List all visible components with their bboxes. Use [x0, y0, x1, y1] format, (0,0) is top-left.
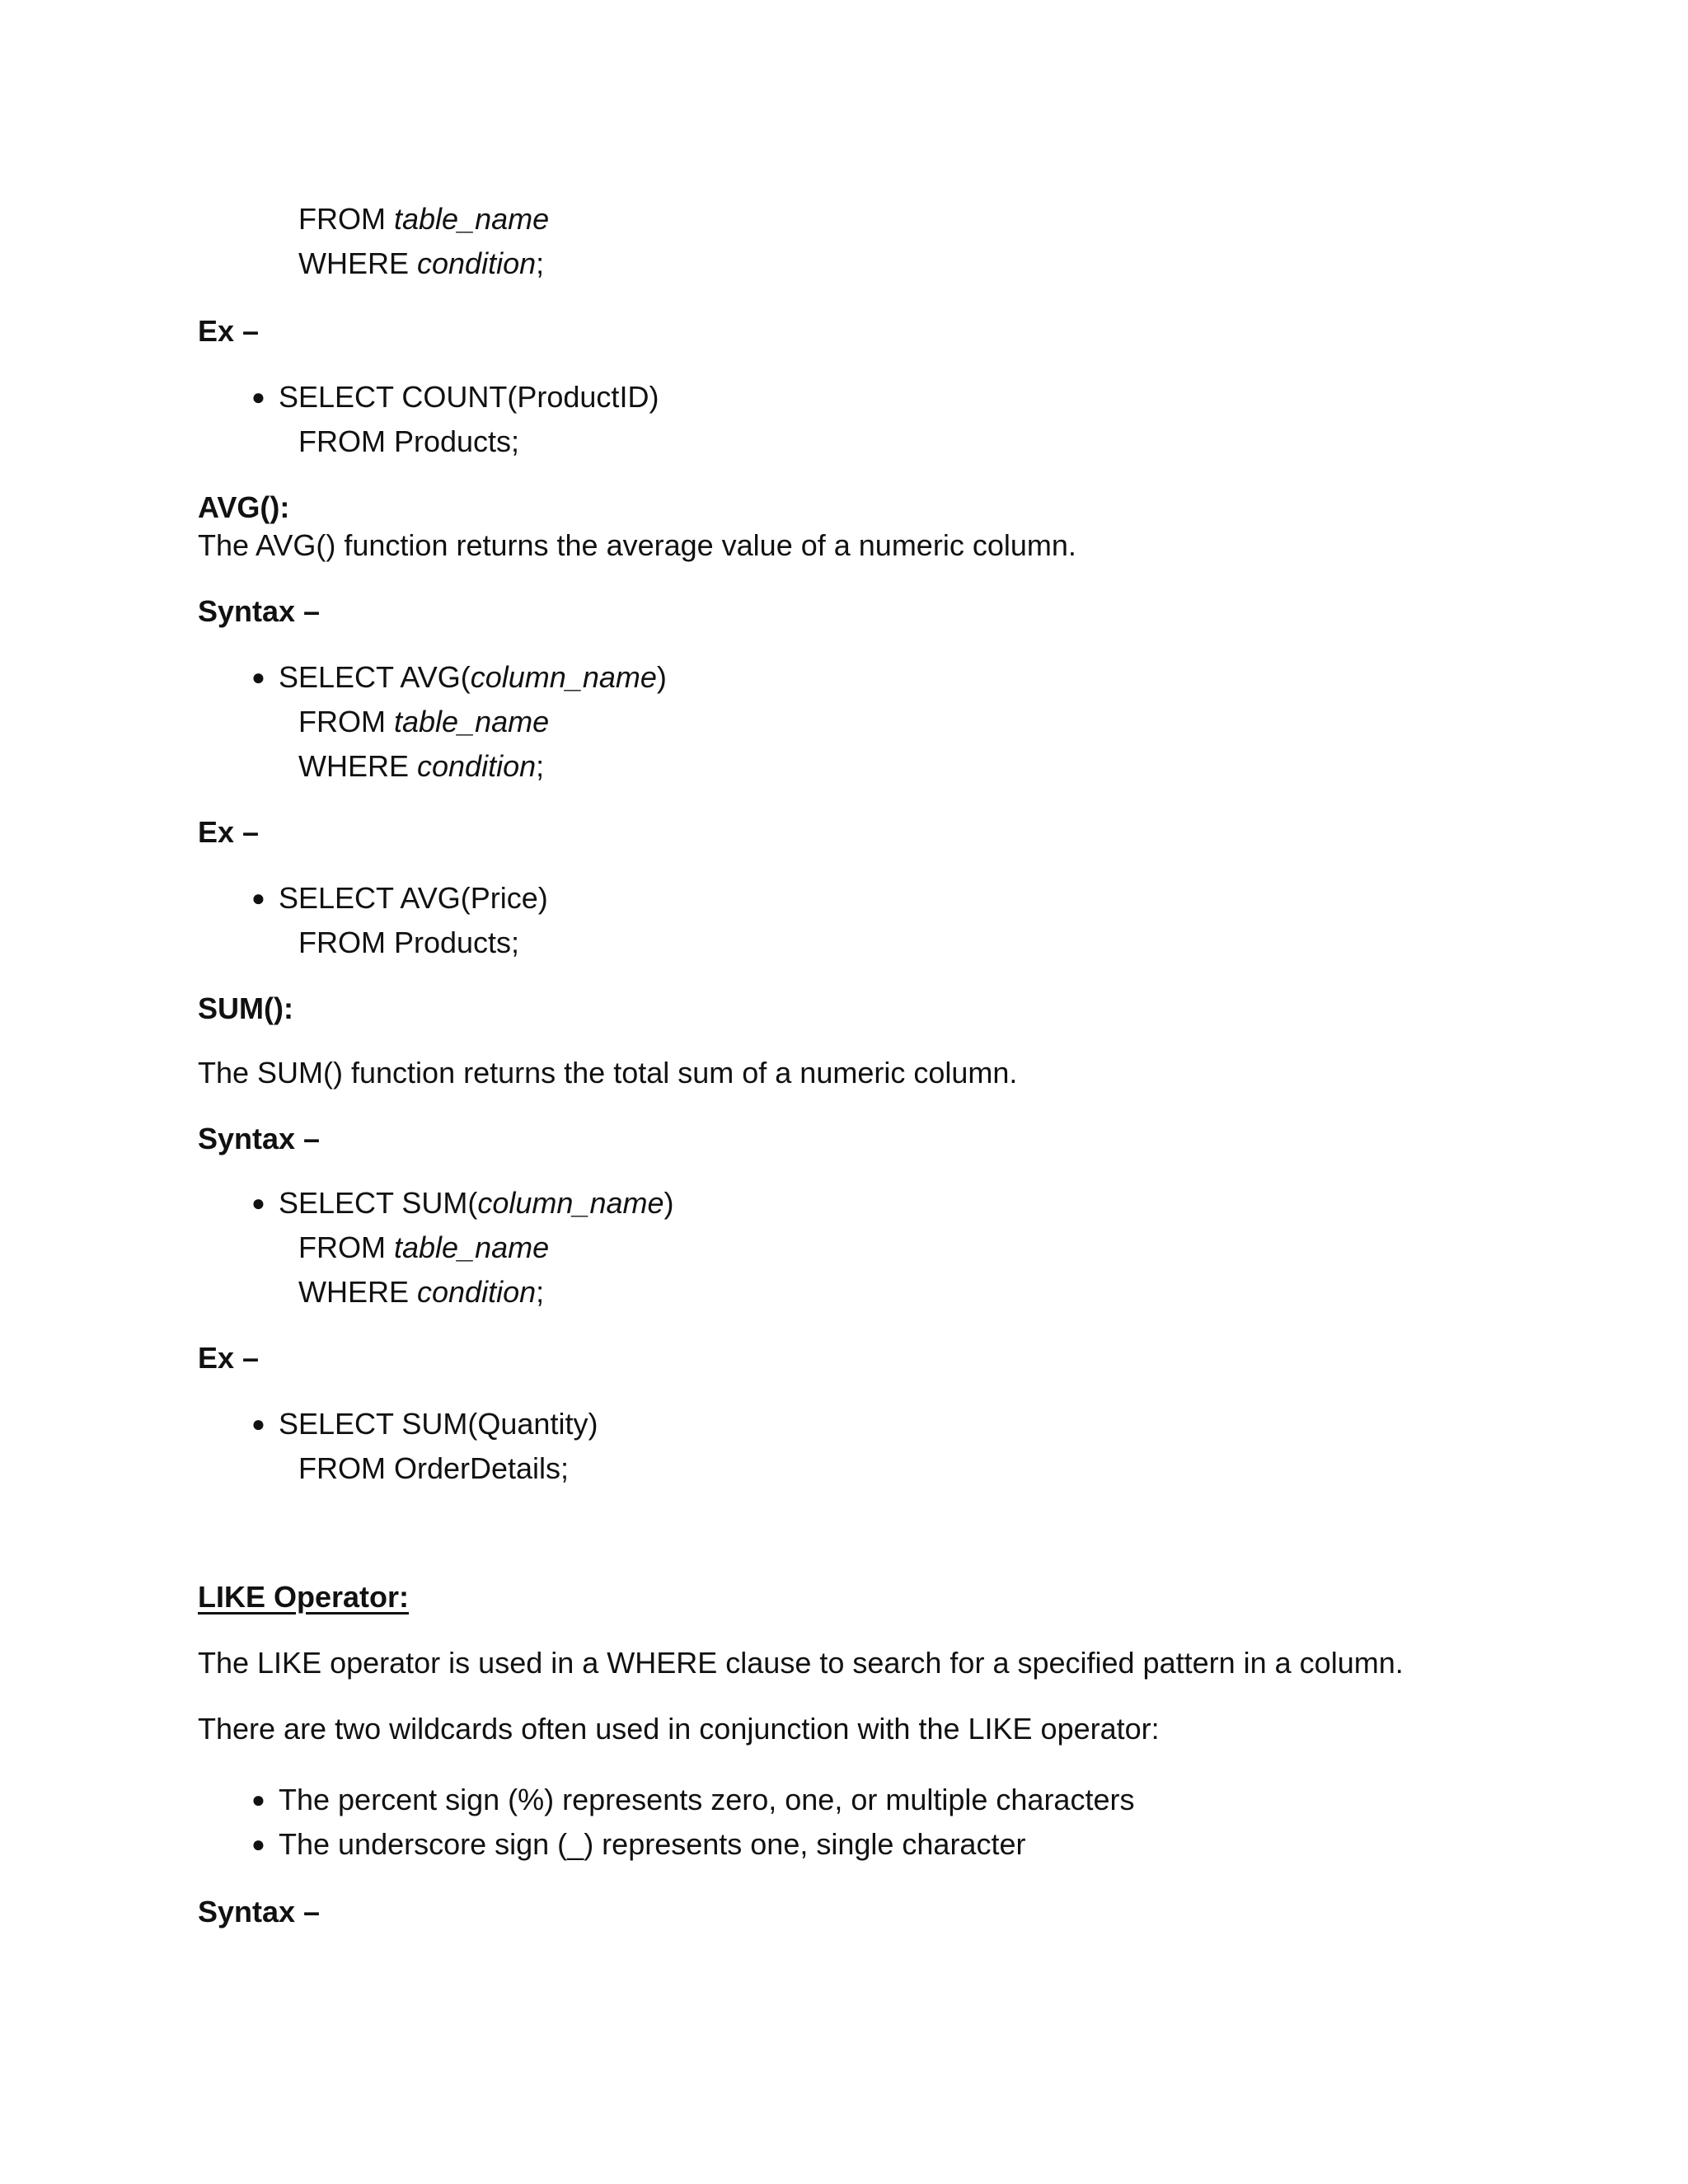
count-example-label: Ex –	[198, 314, 260, 348]
sum-example-line2: FROM OrderDetails;	[298, 1451, 570, 1485]
count-example-line2: FROM Products;	[298, 424, 520, 458]
avg-syntax-select-line: SELECT AVG(column_name)	[279, 660, 667, 694]
like-heading: LIKE Operator:	[198, 1580, 410, 1614]
bullet-icon: ●	[251, 1831, 265, 1857]
sum-syntax-where-line: WHERE condition;	[298, 1275, 545, 1309]
bullet-icon: ●	[251, 885, 265, 911]
bullet-icon: ●	[251, 1787, 265, 1812]
sum-example-line1: SELECT SUM(Quantity)	[279, 1407, 598, 1441]
sum-description: The SUM() function returns the total sum of a numeric column.	[198, 1056, 1018, 1090]
avg-example-line2: FROM Products;	[298, 926, 520, 959]
avg-syntax-from-line: FROM table_name	[298, 705, 550, 738]
bullet-icon: ●	[251, 384, 265, 410]
sum-syntax-select-line: SELECT SUM(column_name)	[279, 1186, 674, 1220]
sum-syntax-from-line: FROM table_name	[298, 1230, 550, 1264]
bullet-icon: ●	[251, 1411, 265, 1436]
avg-example-line1: SELECT AVG(Price)	[279, 881, 548, 915]
sum-syntax-label: Syntax –	[198, 1122, 321, 1155]
count-syntax-where-line: WHERE condition;	[298, 246, 545, 280]
avg-syntax-label: Syntax –	[198, 594, 321, 628]
sum-heading: SUM():	[198, 991, 293, 1025]
sum-example-label: Ex –	[198, 1341, 260, 1375]
count-example-line1: SELECT COUNT(ProductID)	[279, 380, 659, 414]
bullet-icon: ●	[251, 664, 265, 690]
avg-description: The AVG() function returns the average value of a numeric column.	[198, 528, 1076, 562]
like-syntax-label: Syntax –	[198, 1895, 321, 1929]
like-wildcard-item: The percent sign (%) represents zero, one, or multiple characters	[279, 1783, 1135, 1816]
avg-example-label: Ex –	[198, 815, 260, 849]
like-description: The LIKE operator is used in a WHERE clause to search for a specified pattern in a column.	[198, 1646, 1404, 1680]
like-wildcard-item: The underscore sign (_) represents one, single character	[279, 1827, 1026, 1861]
bullet-icon: ●	[251, 1190, 265, 1216]
like-wildcards-intro: There are two wildcards often used in conjunction with the LIKE operator:	[198, 1712, 1160, 1746]
count-syntax-from-line: FROM table_name	[298, 202, 550, 236]
avg-syntax-where-line: WHERE condition;	[298, 749, 545, 783]
avg-heading: AVG():	[198, 490, 290, 524]
